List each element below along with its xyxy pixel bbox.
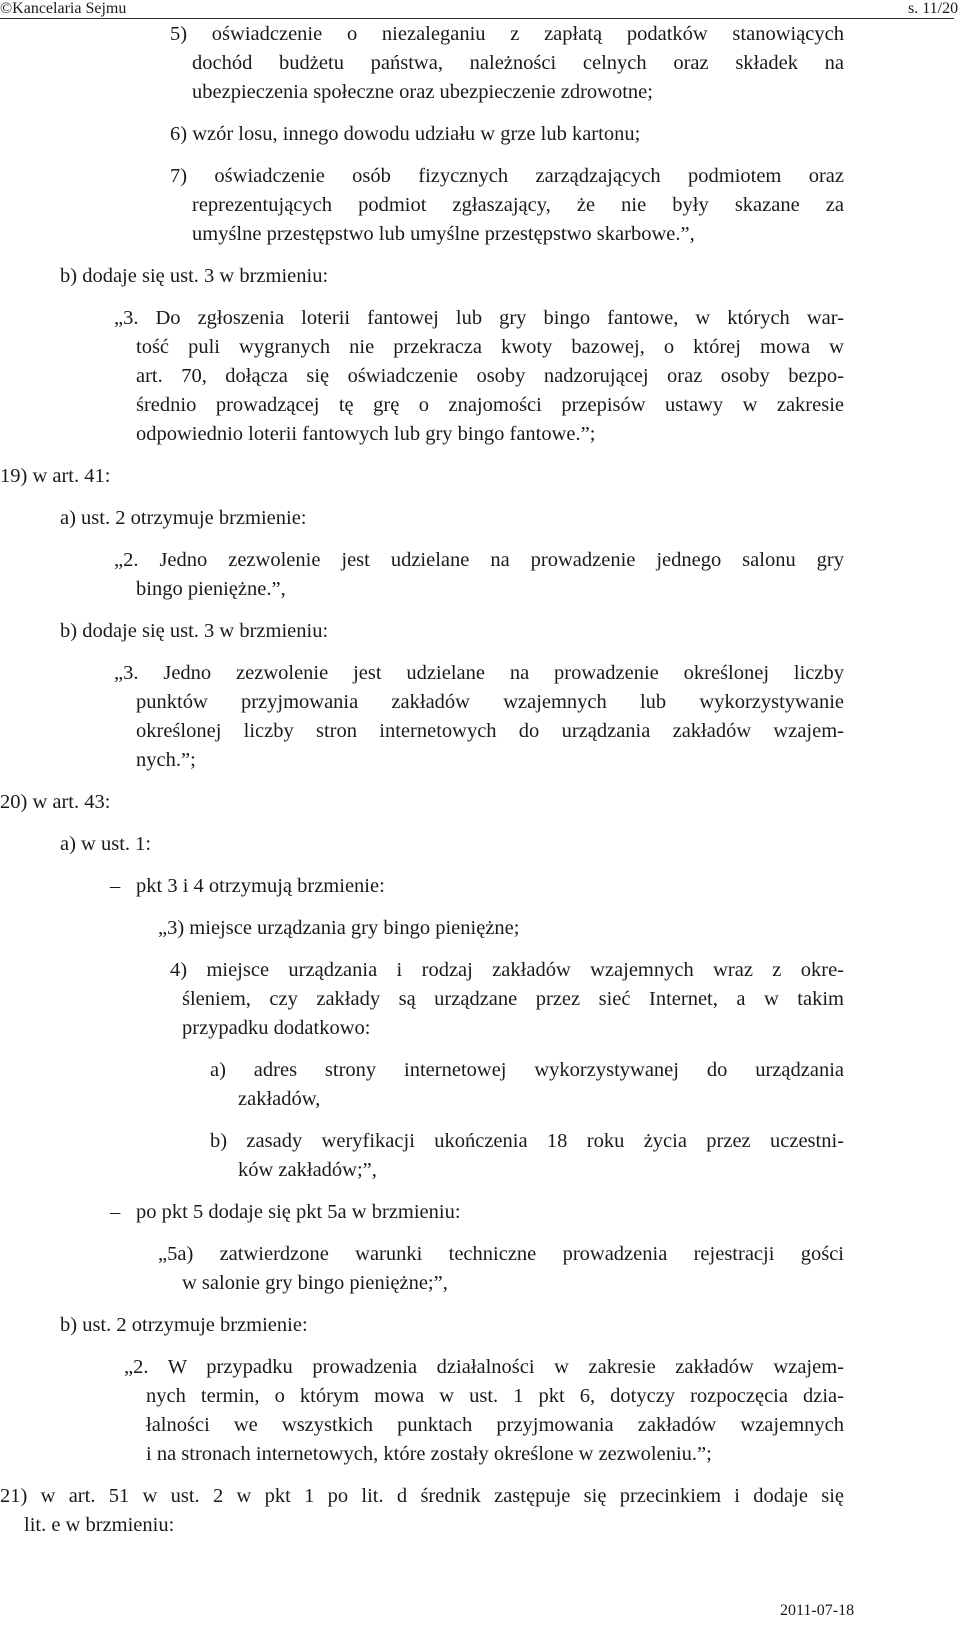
- doc-line: lit. e w brzmieniu:: [24, 1514, 175, 1536]
- doc-line: reprezentujących podmiot zgłaszający, że nie były skazane za: [192, 194, 844, 216]
- doc-line: pkt 3 i 4 otrzymują brzmienie:: [136, 875, 385, 897]
- doc-line: 4) miejsce urządzania i rodzaj zakładów wzajemnych wraz z okre-: [170, 959, 844, 981]
- header-page-number: s. 11/20: [908, 0, 959, 17]
- doc-line: „5a) zatwierdzone warunki techniczne prowadzenia rejestracji gości: [158, 1243, 844, 1265]
- dash-bullet: –: [110, 1201, 121, 1223]
- doc-line: b) zasady weryfikacji ukończenia 18 roku życia przez uczestni-: [210, 1130, 844, 1152]
- doc-line: b) dodaje się ust. 3 w brzmieniu:: [60, 620, 329, 642]
- doc-line: ków zakładów;”,: [238, 1159, 377, 1181]
- doc-line: śleniem, czy zakłady są urządzane przez sieć Internet, a w takim: [182, 988, 844, 1010]
- doc-line: określonej liczby stron internetowych do urządzania zakładów wzajem-: [136, 720, 844, 742]
- doc-line: a) adres strony internetowej wykorzystywanej do urządzania: [210, 1059, 844, 1081]
- doc-line: i na stronach internetowych, które zostały określone w zezwoleniu.”;: [146, 1443, 712, 1465]
- doc-line: „3. Jedno zezwolenie jest udzielane na prowadzenie określonej liczby: [114, 662, 844, 684]
- doc-line: „2. W przypadku prowadzenia działalności w zakresie zakładów wzajem-: [124, 1356, 844, 1378]
- doc-line: w salonie gry bingo pieniężne;”,: [182, 1272, 448, 1294]
- doc-line: odpowiednio loterii fantowych lub gry bingo fantowe.”;: [136, 423, 596, 445]
- doc-line: łalności we wszystkich punktach przyjmowania zakładów wzajemnych: [146, 1414, 844, 1436]
- header-copyright: ©Kancelaria Sejmu: [0, 0, 127, 17]
- doc-line: 7) oświadczenie osób fizycznych zarządzających podmiotem oraz: [170, 165, 844, 187]
- header-rule: [0, 18, 954, 19]
- doc-line: przypadku dodatkowo:: [182, 1017, 371, 1039]
- doc-line: po pkt 5 dodaje się pkt 5a w brzmieniu:: [136, 1201, 461, 1223]
- footer-date: 2011-07-18: [780, 1602, 855, 1619]
- doc-line: b) dodaje się ust. 3 w brzmieniu:: [60, 265, 329, 287]
- doc-line: nych termin, o którym mowa w ust. 1 pkt 6, dotyczy rozpoczęcia dzia-: [146, 1385, 844, 1407]
- doc-line: dochód budżetu państwa, należności celnych oraz składek na: [192, 52, 844, 74]
- doc-line: 6) wzór losu, innego dowodu udziału w grze lub kartonu;: [170, 123, 641, 145]
- doc-line: punktów przyjmowania zakładów wzajemnych lub wykorzystywanie: [136, 691, 844, 713]
- doc-line: a) ust. 2 otrzymuje brzmienie:: [60, 507, 307, 529]
- doc-line: art. 70, dołącza się oświadczenie osoby nadzorującej oraz osoby bezpo-: [136, 365, 844, 387]
- doc-line: 21) w art. 51 w ust. 2 w pkt 1 po lit. d średnik zastępuje się przecinkiem i dodaje się: [0, 1485, 844, 1507]
- doc-line: 19) w art. 41:: [0, 465, 111, 487]
- doc-line: „3) miejsce urządzania gry bingo pieniężne;: [158, 917, 520, 939]
- doc-line: tość puli wygranych nie przekracza kwoty bazowej, o której mowa w: [136, 336, 844, 358]
- doc-line: umyślne przestępstwo lub umyślne przestępstwo skarbowe.”,: [192, 223, 695, 245]
- doc-line: b) ust. 2 otrzymuje brzmienie:: [60, 1314, 308, 1336]
- doc-line: bingo pieniężne.”,: [136, 578, 286, 600]
- doc-line: 5) oświadczenie o niezaleganiu z zapłatą podatków stanowiących: [170, 23, 844, 45]
- doc-line: zakładów,: [238, 1088, 321, 1110]
- doc-line: średnio prowadzącej tę grę o znajomości przepisów ustawy w zakresie: [136, 394, 844, 416]
- dash-bullet: –: [110, 875, 121, 897]
- doc-line: nych.”;: [136, 749, 196, 771]
- doc-line: „2. Jedno zezwolenie jest udzielane na prowadzenie jednego salonu gry: [114, 549, 844, 571]
- doc-line: 20) w art. 43:: [0, 791, 111, 813]
- doc-line: a) w ust. 1:: [60, 833, 152, 855]
- doc-line: „3. Do zgłoszenia loterii fantowej lub gry bingo fantowe, w których war-: [114, 307, 844, 329]
- doc-line: ubezpieczenia społeczne oraz ubezpieczenie zdrowotne;: [192, 81, 653, 103]
